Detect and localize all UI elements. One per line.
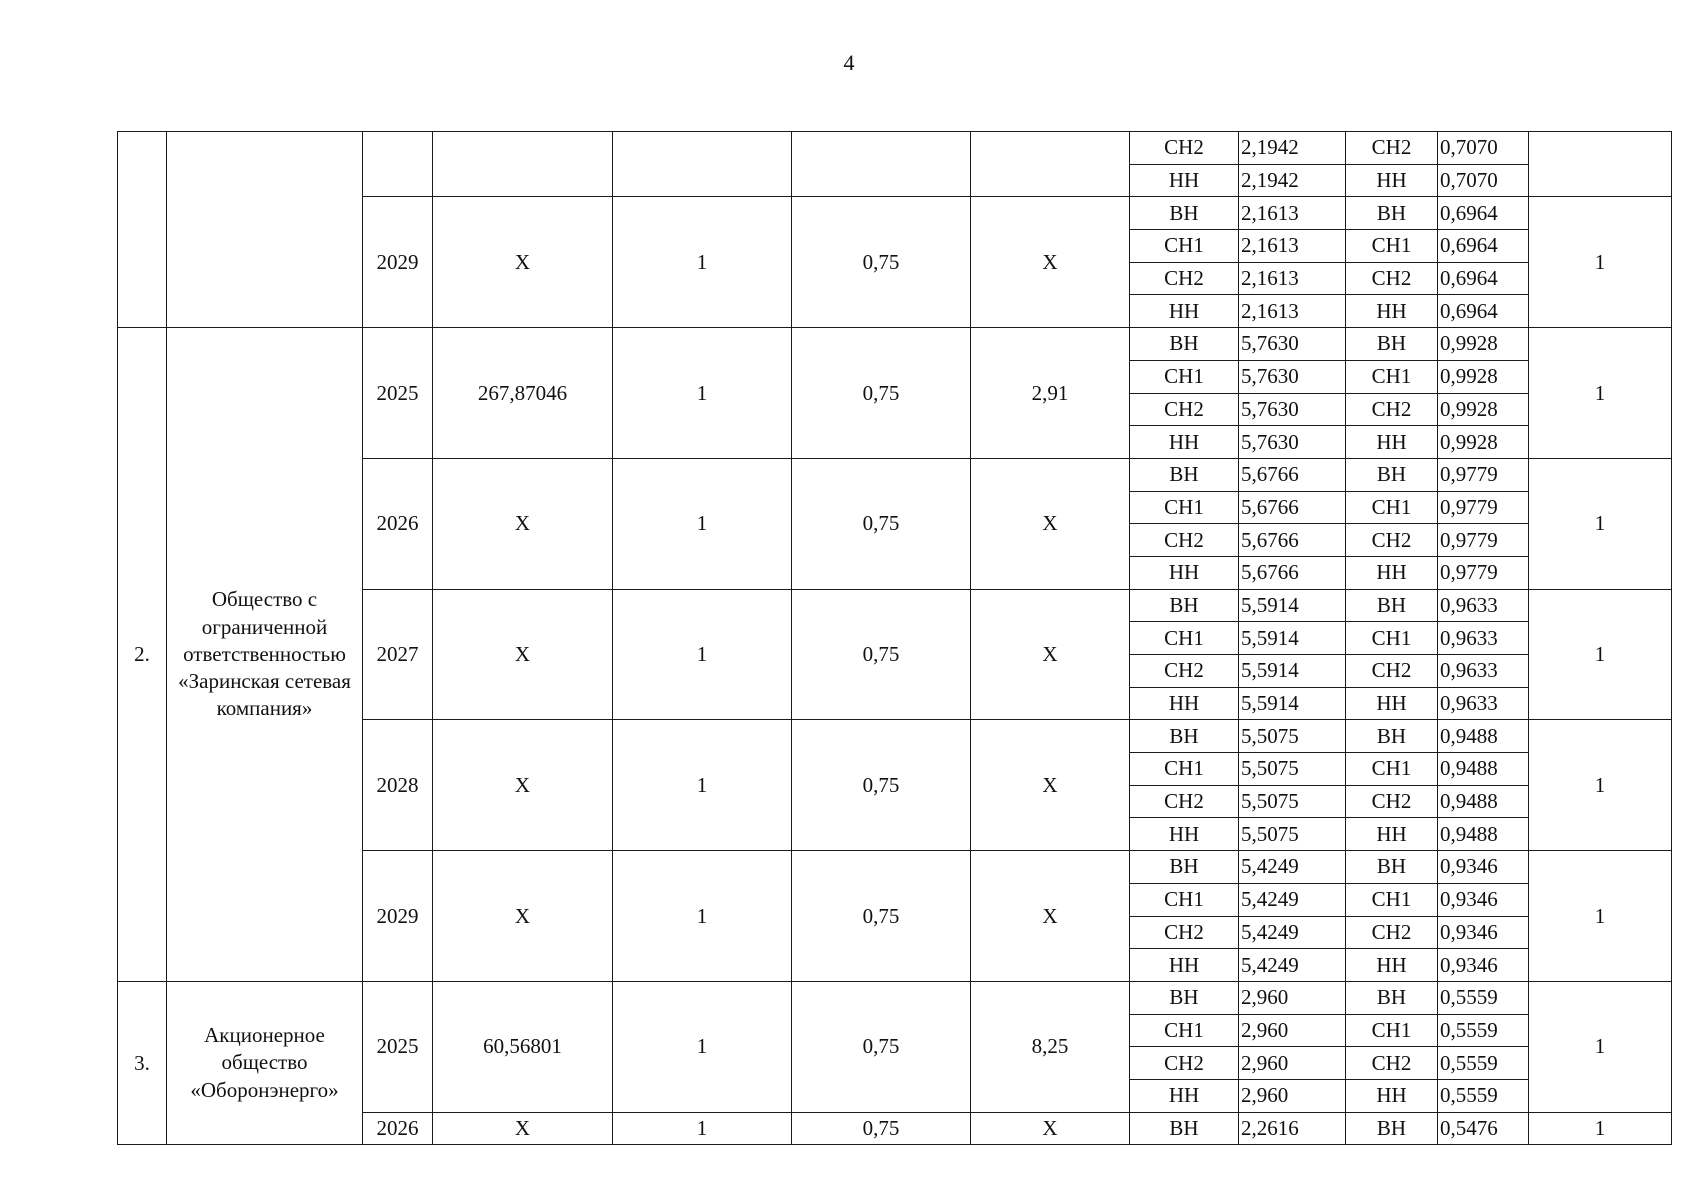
rate-value-cell: 5,5914 bbox=[1239, 687, 1346, 720]
rate-value-cell-2: 0,9928 bbox=[1438, 328, 1529, 361]
percent-cell: X bbox=[971, 720, 1130, 851]
rate-value-cell: 2,1613 bbox=[1239, 230, 1346, 263]
rate-value-cell: 5,7630 bbox=[1239, 426, 1346, 459]
rate-value-cell: 5,4249 bbox=[1239, 916, 1346, 949]
rate-value-cell: 5,4249 bbox=[1239, 949, 1346, 982]
rate-value-cell-2: 0,9928 bbox=[1438, 360, 1529, 393]
year-cell: 2028 bbox=[363, 720, 433, 851]
rate-value-cell: 5,7630 bbox=[1239, 328, 1346, 361]
rate-value-cell: 2,1942 bbox=[1239, 164, 1346, 197]
rate-value-cell-2: 0,7070 bbox=[1438, 164, 1529, 197]
percent-cell: X bbox=[971, 1112, 1130, 1145]
rate-value-cell-2: 0,9779 bbox=[1438, 524, 1529, 557]
last-column-cell: 1 bbox=[1529, 851, 1672, 982]
last-column-cell bbox=[1529, 132, 1672, 197]
table-row bbox=[118, 328, 1672, 361]
voltage-level-cell-2: НН bbox=[1346, 556, 1438, 589]
last-column-cell: 1 bbox=[1529, 589, 1672, 720]
voltage-level-cell: СН2 bbox=[1130, 132, 1239, 165]
voltage-level-cell-2: СН2 bbox=[1346, 785, 1438, 818]
rate-value-cell-2: 0,6964 bbox=[1438, 262, 1529, 295]
rate-value-cell: 2,960 bbox=[1239, 981, 1346, 1014]
voltage-level-cell: СН2 bbox=[1130, 524, 1239, 557]
rate-value-cell-2: 0,5476 bbox=[1438, 1112, 1529, 1145]
rate-value-cell-2: 0,9346 bbox=[1438, 916, 1529, 949]
rate-value-cell: 2,1613 bbox=[1239, 295, 1346, 328]
rate-value-cell-2: 0,9633 bbox=[1438, 622, 1529, 655]
rate-value-cell: 5,4249 bbox=[1239, 851, 1346, 884]
percent-cell bbox=[971, 132, 1130, 197]
base-value-cell: 267,87046 bbox=[433, 328, 613, 459]
voltage-level-cell: НН bbox=[1130, 164, 1239, 197]
rate-value-cell-2: 0,9488 bbox=[1438, 720, 1529, 753]
rate-value-cell-2: 0,9488 bbox=[1438, 818, 1529, 851]
voltage-level-cell-2: СН1 bbox=[1346, 491, 1438, 524]
rate-value-cell-2: 0,6964 bbox=[1438, 230, 1529, 263]
rate-value-cell: 2,2616 bbox=[1239, 1112, 1346, 1145]
voltage-level-cell: ВН bbox=[1130, 589, 1239, 622]
rate-value-cell: 5,6766 bbox=[1239, 556, 1346, 589]
voltage-level-cell: ВН bbox=[1130, 851, 1239, 884]
voltage-level-cell-2: СН1 bbox=[1346, 753, 1438, 786]
rate-value-cell: 2,960 bbox=[1239, 1079, 1346, 1112]
coefficient-cell: 0,75 bbox=[792, 720, 971, 851]
voltage-level-cell: СН2 bbox=[1130, 262, 1239, 295]
voltage-level-cell-2: НН bbox=[1346, 1079, 1438, 1112]
rate-value-cell-2: 0,6964 bbox=[1438, 197, 1529, 230]
voltage-level-cell-2: СН1 bbox=[1346, 360, 1438, 393]
rate-value-cell-2: 0,9779 bbox=[1438, 556, 1529, 589]
index-cell: 1 bbox=[613, 589, 792, 720]
rate-value-cell: 5,6766 bbox=[1239, 491, 1346, 524]
base-value-cell: X bbox=[433, 458, 613, 589]
rate-value-cell-2: 0,9633 bbox=[1438, 655, 1529, 688]
rate-value-cell-2: 0,9346 bbox=[1438, 949, 1529, 982]
tariff-table bbox=[117, 131, 1672, 1145]
last-column-cell: 1 bbox=[1529, 197, 1672, 328]
voltage-level-cell-2: НН bbox=[1346, 818, 1438, 851]
rate-value-cell-2: 0,5559 bbox=[1438, 981, 1529, 1014]
rate-value-cell-2: 0,9633 bbox=[1438, 687, 1529, 720]
voltage-level-cell-2: НН bbox=[1346, 426, 1438, 459]
rate-value-cell: 5,5914 bbox=[1239, 655, 1346, 688]
voltage-level-cell: НН bbox=[1130, 426, 1239, 459]
voltage-level-cell-2: ВН bbox=[1346, 589, 1438, 622]
base-value-cell: X bbox=[433, 589, 613, 720]
organization-name-cell bbox=[167, 132, 363, 328]
voltage-level-cell-2: ВН bbox=[1346, 1112, 1438, 1145]
index-cell: 1 bbox=[613, 458, 792, 589]
percent-cell: 2,91 bbox=[971, 328, 1130, 459]
percent-cell: X bbox=[971, 851, 1130, 982]
voltage-level-cell: СН2 bbox=[1130, 393, 1239, 426]
row-number-cell: 3. bbox=[118, 981, 167, 1144]
voltage-level-cell: СН1 bbox=[1130, 883, 1239, 916]
percent-cell: X bbox=[971, 589, 1130, 720]
year-cell: 2025 bbox=[363, 328, 433, 459]
rate-value-cell: 5,7630 bbox=[1239, 360, 1346, 393]
rate-value-cell: 5,6766 bbox=[1239, 458, 1346, 491]
voltage-level-cell: СН2 bbox=[1130, 655, 1239, 688]
voltage-level-cell-2: СН1 bbox=[1346, 622, 1438, 655]
voltage-level-cell-2: СН2 bbox=[1346, 262, 1438, 295]
rate-value-cell: 5,6766 bbox=[1239, 524, 1346, 557]
rate-value-cell: 2,1613 bbox=[1239, 197, 1346, 230]
tariff-table-body bbox=[118, 132, 1672, 1145]
rate-value-cell-2: 0,7070 bbox=[1438, 132, 1529, 165]
rate-value-cell-2: 0,9633 bbox=[1438, 589, 1529, 622]
row-number-cell: 2. bbox=[118, 328, 167, 982]
coefficient-cell: 0,75 bbox=[792, 981, 971, 1112]
voltage-level-cell-2: НН bbox=[1346, 687, 1438, 720]
year-cell: 2027 bbox=[363, 589, 433, 720]
organization-name-cell: Акционерное общество «Оборонэнерго» bbox=[167, 981, 363, 1144]
voltage-level-cell-2: ВН bbox=[1346, 981, 1438, 1014]
coefficient-cell bbox=[792, 132, 971, 197]
year-cell: 2029 bbox=[363, 197, 433, 328]
voltage-level-cell: ВН bbox=[1130, 1112, 1239, 1145]
rate-value-cell: 5,5075 bbox=[1239, 818, 1346, 851]
voltage-level-cell: ВН bbox=[1130, 720, 1239, 753]
last-column-cell: 1 bbox=[1529, 458, 1672, 589]
coefficient-cell: 0,75 bbox=[792, 458, 971, 589]
index-cell: 1 bbox=[613, 328, 792, 459]
voltage-level-cell-2: ВН bbox=[1346, 197, 1438, 230]
voltage-level-cell-2: ВН bbox=[1346, 328, 1438, 361]
voltage-level-cell-2: СН1 bbox=[1346, 1014, 1438, 1047]
percent-cell: X bbox=[971, 197, 1130, 328]
rate-value-cell: 2,960 bbox=[1239, 1047, 1346, 1080]
last-column-cell: 1 bbox=[1529, 1112, 1672, 1145]
rate-value-cell: 2,960 bbox=[1239, 1014, 1346, 1047]
voltage-level-cell: СН1 bbox=[1130, 360, 1239, 393]
voltage-level-cell: ВН bbox=[1130, 458, 1239, 491]
index-cell: 1 bbox=[613, 981, 792, 1112]
rate-value-cell-2: 0,9346 bbox=[1438, 851, 1529, 884]
rate-value-cell-2: 0,5559 bbox=[1438, 1014, 1529, 1047]
base-value-cell: X bbox=[433, 720, 613, 851]
table-row bbox=[118, 981, 1672, 1014]
rate-value-cell-2: 0,9488 bbox=[1438, 785, 1529, 818]
rate-value-cell-2: 0,5559 bbox=[1438, 1047, 1529, 1080]
percent-cell: 8,25 bbox=[971, 981, 1130, 1112]
rate-value-cell: 5,5075 bbox=[1239, 785, 1346, 818]
coefficient-cell: 0,75 bbox=[792, 851, 971, 982]
percent-cell: X bbox=[971, 458, 1130, 589]
table-row bbox=[118, 132, 1672, 165]
index-cell bbox=[613, 132, 792, 197]
rate-value-cell-2: 0,9928 bbox=[1438, 426, 1529, 459]
voltage-level-cell: СН1 bbox=[1130, 753, 1239, 786]
voltage-level-cell: ВН bbox=[1130, 197, 1239, 230]
voltage-level-cell: ВН bbox=[1130, 981, 1239, 1014]
voltage-level-cell-2: НН bbox=[1346, 164, 1438, 197]
voltage-level-cell: СН2 bbox=[1130, 1047, 1239, 1080]
voltage-level-cell-2: ВН bbox=[1346, 720, 1438, 753]
voltage-level-cell: ВН bbox=[1130, 328, 1239, 361]
page-number: 4 bbox=[843, 50, 855, 75]
voltage-level-cell: СН1 bbox=[1130, 1014, 1239, 1047]
base-value-cell: X bbox=[433, 1112, 613, 1145]
coefficient-cell: 0,75 bbox=[792, 1112, 971, 1145]
voltage-level-cell: НН bbox=[1130, 818, 1239, 851]
voltage-level-cell: НН bbox=[1130, 295, 1239, 328]
rate-value-cell: 5,5914 bbox=[1239, 589, 1346, 622]
rate-value-cell-2: 0,6964 bbox=[1438, 295, 1529, 328]
voltage-level-cell-2: СН1 bbox=[1346, 883, 1438, 916]
year-cell: 2026 bbox=[363, 458, 433, 589]
voltage-level-cell-2: СН2 bbox=[1346, 524, 1438, 557]
voltage-level-cell-2: НН bbox=[1346, 949, 1438, 982]
voltage-level-cell: НН bbox=[1130, 1079, 1239, 1112]
rate-value-cell-2: 0,9346 bbox=[1438, 883, 1529, 916]
base-value-cell: X bbox=[433, 851, 613, 982]
rate-value-cell: 5,4249 bbox=[1239, 883, 1346, 916]
rate-value-cell-2: 0,9928 bbox=[1438, 393, 1529, 426]
voltage-level-cell: СН2 bbox=[1130, 916, 1239, 949]
year-cell: 2029 bbox=[363, 851, 433, 982]
voltage-level-cell: СН1 bbox=[1130, 230, 1239, 263]
rate-value-cell: 5,5075 bbox=[1239, 753, 1346, 786]
index-cell: 1 bbox=[613, 720, 792, 851]
rate-value-cell: 5,7630 bbox=[1239, 393, 1346, 426]
voltage-level-cell: НН bbox=[1130, 949, 1239, 982]
voltage-level-cell-2: ВН bbox=[1346, 851, 1438, 884]
last-column-cell: 1 bbox=[1529, 328, 1672, 459]
rate-value-cell: 5,5075 bbox=[1239, 720, 1346, 753]
row-number-cell bbox=[118, 132, 167, 328]
coefficient-cell: 0,75 bbox=[792, 328, 971, 459]
index-cell: 1 bbox=[613, 197, 792, 328]
coefficient-cell: 0,75 bbox=[792, 197, 971, 328]
last-column-cell: 1 bbox=[1529, 720, 1672, 851]
voltage-level-cell-2: СН2 bbox=[1346, 916, 1438, 949]
voltage-level-cell: СН2 bbox=[1130, 785, 1239, 818]
voltage-level-cell-2: СН2 bbox=[1346, 393, 1438, 426]
voltage-level-cell: НН bbox=[1130, 556, 1239, 589]
voltage-level-cell: СН1 bbox=[1130, 491, 1239, 524]
coefficient-cell: 0,75 bbox=[792, 589, 971, 720]
index-cell: 1 bbox=[613, 1112, 792, 1145]
rate-value-cell-2: 0,5559 bbox=[1438, 1079, 1529, 1112]
rate-value-cell: 2,1613 bbox=[1239, 262, 1346, 295]
rate-value-cell-2: 0,9488 bbox=[1438, 753, 1529, 786]
year-cell bbox=[363, 132, 433, 197]
year-cell: 2025 bbox=[363, 981, 433, 1112]
rate-value-cell-2: 0,9779 bbox=[1438, 491, 1529, 524]
voltage-level-cell-2: СН2 bbox=[1346, 1047, 1438, 1080]
last-column-cell: 1 bbox=[1529, 981, 1672, 1112]
voltage-level-cell: НН bbox=[1130, 687, 1239, 720]
voltage-level-cell: СН1 bbox=[1130, 622, 1239, 655]
voltage-level-cell-2: СН2 bbox=[1346, 655, 1438, 688]
base-value-cell bbox=[433, 132, 613, 197]
voltage-level-cell-2: ВН bbox=[1346, 458, 1438, 491]
rate-value-cell: 5,5914 bbox=[1239, 622, 1346, 655]
organization-name-cell: Общество с ограниченной ответственностью «Заринская сетевая компания» bbox=[167, 328, 363, 982]
voltage-level-cell-2: СН2 bbox=[1346, 132, 1438, 165]
rate-value-cell: 2,1942 bbox=[1239, 132, 1346, 165]
rate-value-cell-2: 0,9779 bbox=[1438, 458, 1529, 491]
index-cell: 1 bbox=[613, 851, 792, 982]
year-cell: 2026 bbox=[363, 1112, 433, 1145]
voltage-level-cell-2: СН1 bbox=[1346, 230, 1438, 263]
base-value-cell: 60,56801 bbox=[433, 981, 613, 1112]
base-value-cell: X bbox=[433, 197, 613, 328]
voltage-level-cell-2: НН bbox=[1346, 295, 1438, 328]
